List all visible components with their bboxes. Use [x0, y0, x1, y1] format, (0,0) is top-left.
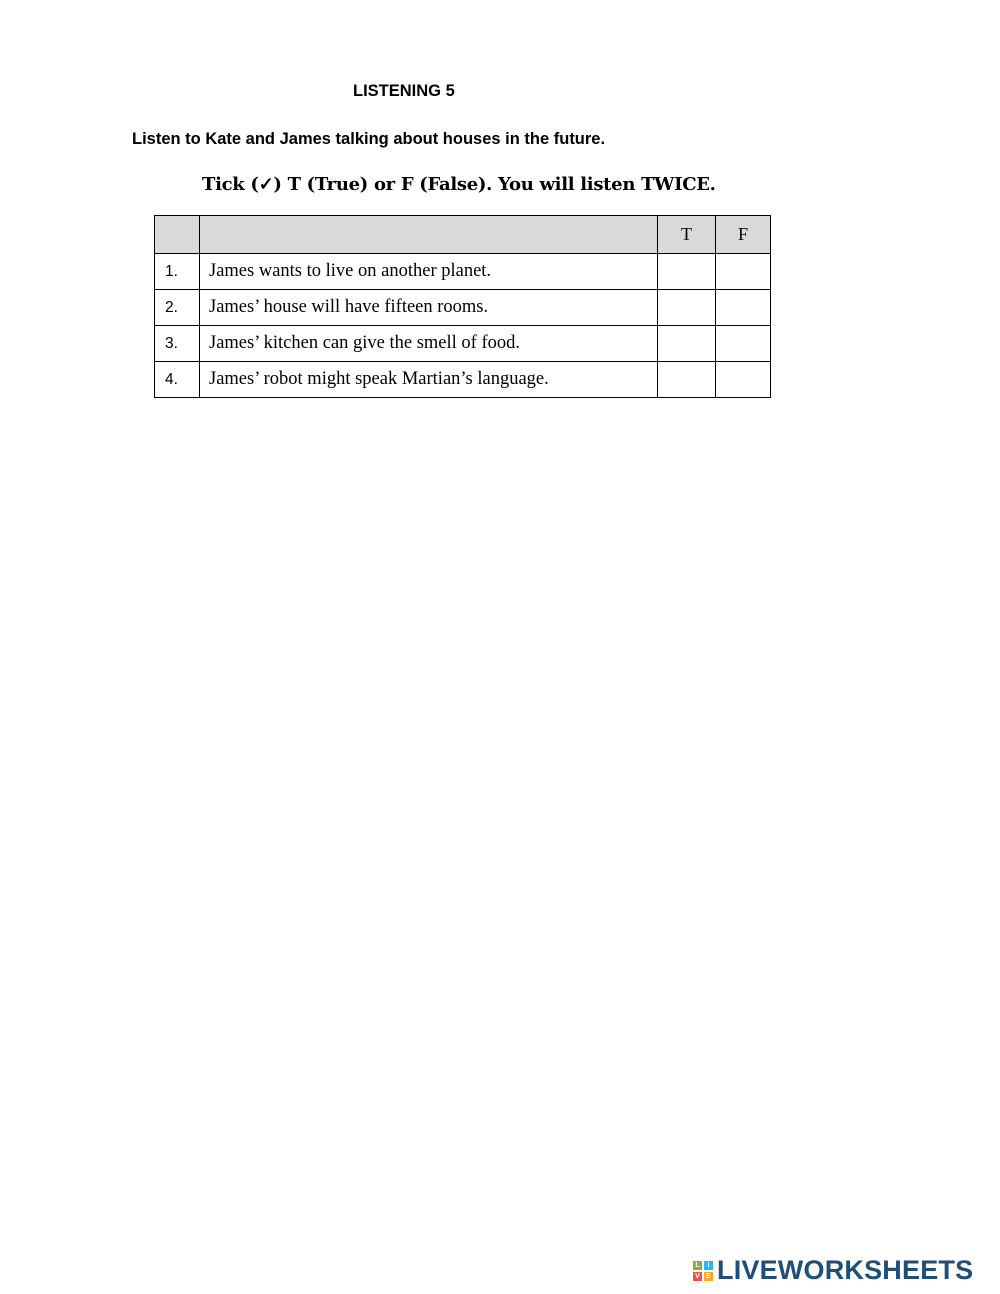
table-row: [155, 362, 771, 398]
false-answer-box[interactable]: [716, 362, 771, 398]
task-instruction: Tick (✓) T (True) or F (False). You will listen TWICE.: [202, 174, 716, 195]
logo-mark-letter: L: [693, 1261, 702, 1270]
row-number: 2.: [155, 290, 200, 326]
table-header-row: [155, 216, 771, 254]
row-statement: James’ robot might speak Martian’s language.: [200, 362, 658, 398]
logo-mark-letter: I: [704, 1261, 713, 1270]
true-answer-box[interactable]: [658, 362, 716, 398]
logo-mark-letter: E: [704, 1272, 713, 1281]
logo-text: LIVEWORKSHEETS: [717, 1254, 974, 1285]
table-row: [155, 290, 771, 326]
row-statement: James wants to live on another planet.: [200, 254, 658, 290]
row-number: 3.: [155, 326, 200, 362]
table-row: [155, 254, 771, 290]
worksheet-title: LISTENING 5: [353, 82, 455, 100]
false-answer-box[interactable]: [716, 254, 771, 290]
logo-mark-letter: V: [693, 1272, 702, 1281]
true-answer-box[interactable]: [658, 254, 716, 290]
true-false-table: [154, 215, 771, 398]
false-answer-box[interactable]: [716, 326, 771, 362]
false-answer-box[interactable]: [716, 290, 771, 326]
row-statement: James’ house will have fifteen rooms.: [200, 290, 658, 326]
true-answer-box[interactable]: [658, 290, 716, 326]
header-false-cell: F: [716, 216, 771, 254]
liveworksheets-logo: [693, 1256, 973, 1284]
row-number: 1.: [155, 254, 200, 290]
row-number: 4.: [155, 362, 200, 398]
table-row: [155, 326, 771, 362]
header-num-cell: [155, 216, 200, 254]
header-true-cell: T: [658, 216, 716, 254]
listening-instruction: Listen to Kate and James talking about houses in the future.: [132, 130, 606, 148]
header-statement-cell: [200, 216, 658, 254]
true-answer-box[interactable]: [658, 326, 716, 362]
row-statement: James’ kitchen can give the smell of food.: [200, 326, 658, 362]
liveworksheets-logo-icon: [693, 1261, 713, 1281]
